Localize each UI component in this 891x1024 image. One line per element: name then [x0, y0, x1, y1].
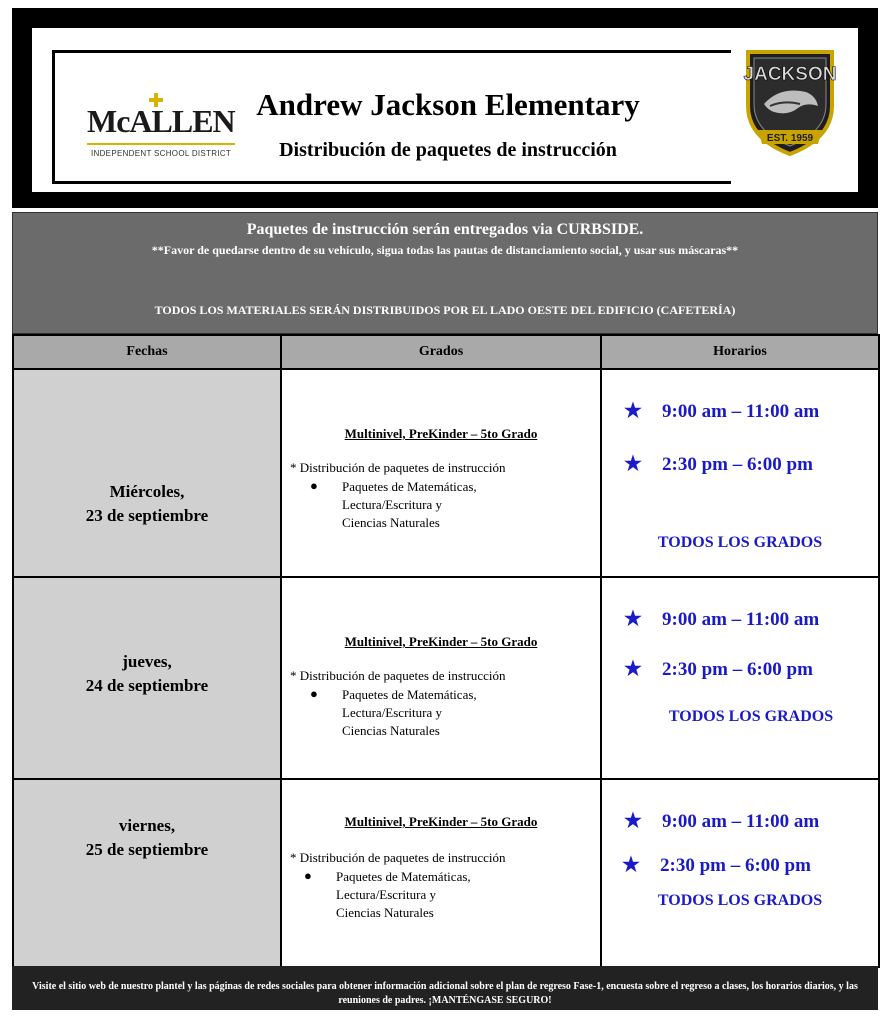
grade-level-title: Multinivel, PreKinder – 5to Grado	[344, 814, 538, 829]
time-slot-morning: 9:00 am – 11:00 am	[662, 811, 820, 832]
header-frame	[12, 8, 878, 208]
shield-wordmark: JACKSON	[743, 64, 837, 85]
schedule-cell	[601, 577, 879, 779]
vehicle-instructions: **Favor de quedarse dentro de su vehículo, sigua todas las pautas de distanciamiento social, y usar sus máscaras**	[151, 243, 739, 257]
grades-cell	[281, 577, 601, 779]
packet-item: Ciencias Naturales	[336, 905, 434, 920]
date-weekday: jueves,	[122, 652, 172, 671]
packet-item: Lectura/Escritura y	[342, 705, 442, 720]
date-day: 23 de septiembre	[85, 506, 209, 525]
all-grades-note: TODOS LOS GRADOS	[668, 708, 834, 725]
packet-item: Lectura/Escritura y	[336, 887, 436, 902]
packet-item: Lectura/Escritura y	[342, 497, 442, 512]
bullet-icon: ●	[304, 868, 312, 883]
curbside-info-band	[12, 212, 878, 334]
star-icon: ★	[624, 810, 642, 832]
logo-wordmark: McALLEN	[87, 103, 235, 139]
shield-est: EST. 1959	[766, 133, 814, 144]
time-slot-afternoon: 2:30 pm – 6:00 pm	[660, 855, 811, 876]
bullet-icon: ●	[310, 686, 318, 701]
curbside-notice: Paquetes de instrucción serán entregados via CURBSIDE.	[246, 221, 644, 238]
page-title: Andrew Jackson Elementary	[256, 87, 640, 122]
time-slot-afternoon: 2:30 pm – 6:00 pm	[662, 659, 813, 680]
column-header-fechas: Fechas	[13, 335, 281, 369]
date-cell	[13, 779, 281, 967]
footer-note: Visite el sitio web de nuestro plantel y las páginas de redes sociales para obtener información adicional sobre el plan de regreso Fase-1, encuesta sobre el regreso a clases, los horarios diarios, y las reuniones de padres. ¡MANTÉNGASE SEGURO!	[12, 966, 878, 1010]
distribution-note: * Distribución de paquetes de instrucción	[290, 668, 506, 683]
grade-level-title: Multinivel, PreKinder – 5to Grado	[344, 634, 538, 649]
table-row	[13, 577, 879, 779]
column-header-grados: Grados	[281, 335, 601, 369]
distribution-note: * Distribución de paquetes de instrucción	[290, 460, 506, 475]
date-day: 24 de septiembre	[85, 676, 209, 695]
schedule-cell	[601, 369, 879, 577]
header-panel	[32, 28, 858, 192]
time-slot-morning: 9:00 am – 11:00 am	[662, 609, 820, 630]
table-header-row	[13, 335, 879, 369]
star-icon: ★	[624, 658, 642, 680]
logo-subtitle: INDEPENDENT SCHOOL DISTRICT	[91, 149, 232, 158]
date-day: 25 de septiembre	[85, 840, 209, 859]
table-row	[13, 779, 879, 967]
grade-level-title: Multinivel, PreKinder – 5to Grado	[344, 426, 538, 441]
distribution-location: TODOS LOS MATERIALES SERÁN DISTRIBUIDOS POR EL LADO OESTE DEL EDIFICIO (CAFETERÍA)	[154, 303, 736, 317]
packet-item: Ciencias Naturales	[342, 515, 440, 530]
header-inner-frame	[52, 50, 731, 184]
distribution-note: * Distribución de paquetes de instrucción	[290, 850, 506, 865]
page-subtitle: Distribución de paquetes de instrucción	[279, 139, 617, 161]
bullet-icon: ●	[310, 478, 318, 493]
time-slot-afternoon: 2:30 pm – 6:00 pm	[662, 454, 813, 475]
packet-item: Paquetes de Matemáticas,	[336, 869, 471, 884]
column-header-horarios: Horarios	[601, 335, 879, 369]
all-grades-note: TODOS LOS GRADOS	[657, 892, 823, 909]
star-icon: ★	[622, 854, 640, 876]
date-weekday: Miércoles,	[109, 482, 185, 501]
jackson-shield-logo	[740, 46, 840, 158]
date-cell	[13, 577, 281, 779]
packet-item: Ciencias Naturales	[342, 723, 440, 738]
table-row	[13, 369, 879, 577]
schedule-table	[12, 334, 880, 968]
date-weekday: viernes,	[118, 816, 176, 835]
date-cell	[13, 369, 281, 577]
time-slot-morning: 9:00 am – 11:00 am	[662, 401, 820, 422]
star-icon: ★	[624, 400, 642, 422]
packet-item: Paquetes de Matemáticas,	[342, 687, 477, 702]
all-grades-note: TODOS LOS GRADOS	[657, 534, 823, 551]
grades-cell	[281, 369, 601, 577]
star-icon: ★	[624, 608, 642, 630]
grades-cell	[281, 779, 601, 967]
star-icon: ★	[624, 453, 642, 475]
schedule-cell	[601, 779, 879, 967]
packet-item: Paquetes de Matemáticas,	[342, 479, 477, 494]
